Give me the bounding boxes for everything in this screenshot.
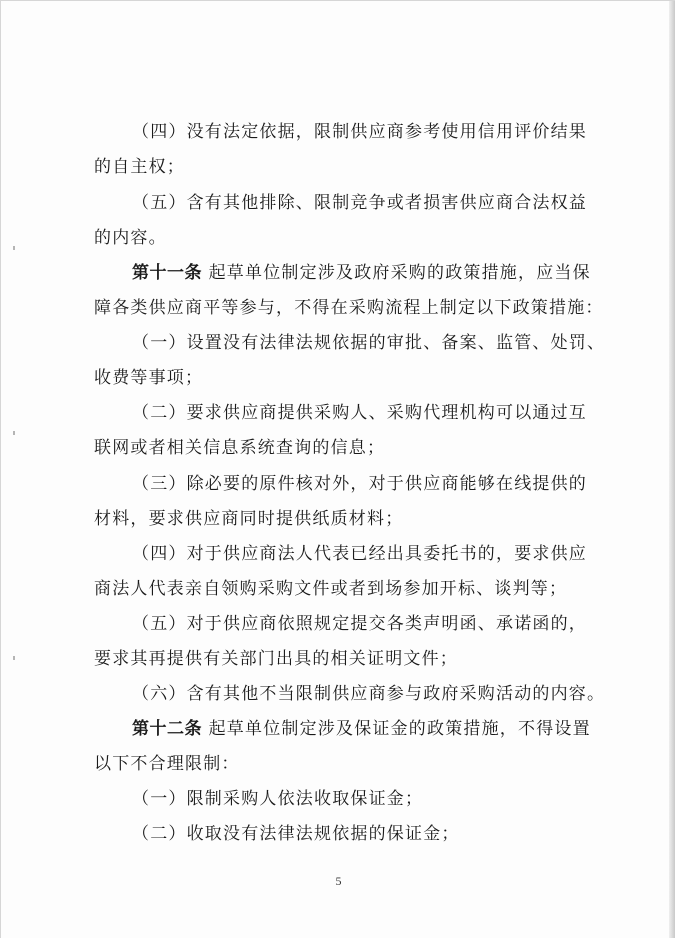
article-11-item-2-line-2: 联网或者相关信息系统查询的信息；: [94, 438, 386, 458]
page-edge-shadow: [669, 1, 675, 938]
article-12-line-2: 以下不合理限制：: [94, 754, 240, 774]
article-11-item-1-line-1: （一）设置没有法律法规依据的审批、备案、监管、处罚、: [132, 333, 606, 353]
para-item-4-line-2: 的自主权；: [94, 157, 185, 177]
article-11-item-4-line-1: （四）对于供应商法人代表已经出具委托书的，要求供应: [132, 544, 587, 564]
article-11-heading: 第十一条: [132, 263, 202, 283]
article-12-item-2: （二）收取没有法律法规依据的保证金；: [132, 824, 460, 844]
article-11-line-2: 障各类供应商平等参与，不得在采购流程上制定以下政策措施：: [94, 298, 604, 318]
article-12-item-1: （一）限制采购人依法收取保证金；: [132, 789, 424, 809]
article-11-item-2-line-1: （二）要求供应商提供采购人、采购代理机构可以通过互: [132, 403, 587, 423]
article-11-line-1: [132, 261, 591, 285]
article-12-line-1: [132, 717, 591, 741]
article-11-item-5-line-2: 要求其再提供有关部门出具的相关证明文件；: [94, 649, 458, 669]
article-12-text: 起草单位制定涉及保证金的政策措施，不得设置: [202, 719, 591, 739]
article-11-item-3-line-1: （三）除必要的原件核对外，对于供应商能够在线提供的: [132, 474, 587, 494]
scan-speck: [13, 246, 15, 250]
scan-speck: [13, 656, 15, 660]
page-number: 5: [335, 874, 342, 888]
para-item-4-line-1: （四）没有法定依据，限制供应商参考使用信用评价结果: [132, 122, 587, 142]
article-12-heading: 第十二条: [132, 719, 202, 739]
article-11-item-3-line-2: 材料，要求供应商同时提供纸质材料；: [94, 509, 404, 529]
article-11-text: 起草单位制定涉及政府采购的政策措施，应当保: [202, 263, 591, 283]
para-item-5-line-2: 的内容。: [94, 228, 167, 248]
article-11-item-4-line-2: 商法人代表亲自领购采购文件或者到场参加开标、谈判等；: [94, 579, 568, 599]
article-11-item-1-line-2: 收费等事项；: [94, 368, 204, 388]
article-11-item-6-line-1: （六）含有其他不当限制供应商参与政府采购活动的内容。: [132, 684, 606, 704]
para-item-5-line-1: （五）含有其他排除、限制竞争或者损害供应商合法权益: [132, 193, 587, 213]
scan-speck: [13, 431, 15, 435]
article-11-item-5-line-1: （五）对于供应商依照规定提交各类声明函、承诺函的，: [132, 614, 587, 634]
